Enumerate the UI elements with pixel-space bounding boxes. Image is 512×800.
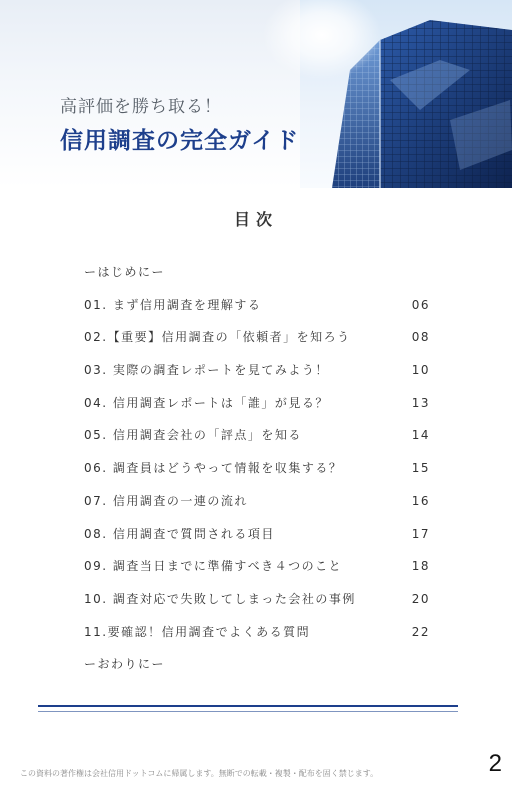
toc-entry-01 xyxy=(84,295,430,328)
document-subtitle: 高評価を勝ち取る！ xyxy=(60,97,222,117)
toc-entry-08 xyxy=(84,524,430,557)
footer-divider-thin xyxy=(38,711,458,712)
toc-entry-label: 02.【重要】信用調査の「依頼者」を知ろう xyxy=(84,330,351,345)
toc-entry-label: 10. 調査対応で失敗してしまった会社の事例 xyxy=(84,591,356,606)
toc-entry-11 xyxy=(84,622,430,655)
toc-entry-page: 17 xyxy=(411,526,430,541)
toc-entry-10 xyxy=(84,589,430,622)
toc-entry-09 xyxy=(84,556,430,589)
toc-entry-04 xyxy=(84,393,430,426)
toc-entry-page: 22 xyxy=(411,624,430,639)
toc-entry-label: 05. 信用調査会社の「評点」を知る xyxy=(84,428,302,443)
toc-entry-page: 06 xyxy=(411,297,430,312)
toc-entry-page: 08 xyxy=(411,330,430,345)
toc-entry-label: 06. 調査員はどうやって情報を収集する？ xyxy=(84,461,343,476)
toc-entry-07 xyxy=(84,491,430,524)
toc-entry-page: 15 xyxy=(411,461,430,476)
toc-entry-label: 07. 信用調査の一連の流れ xyxy=(84,493,248,508)
toc-entry-intro xyxy=(84,262,430,295)
toc-entry-label: ーはじめにー xyxy=(84,265,166,279)
toc-entry-label: 08. 信用調査で質問される項目 xyxy=(84,526,275,541)
toc-entry-label: 03. 実際の調査レポートを見てみよう！ xyxy=(84,363,329,378)
toc-entry-page: 16 xyxy=(411,493,430,508)
toc-heading: 目次 xyxy=(233,210,278,229)
footer-divider-thick xyxy=(38,705,458,707)
copyright-notice: この資料の著作権は会社信用ドットコムに帰属します。無断での転載・複製・配布を固く禁じます。 xyxy=(20,769,379,778)
toc-entry-page: 20 xyxy=(411,591,430,606)
toc-entry-06 xyxy=(84,458,430,491)
toc-entry-05 xyxy=(84,425,430,458)
toc-entry-label: 11.要確認！信用調査でよくある質問 xyxy=(84,624,311,639)
toc-entry-03 xyxy=(84,360,430,393)
toc-entry-page: 10 xyxy=(411,363,430,378)
toc-entry-label: ーおわりにー xyxy=(84,657,166,672)
toc-entry-outro xyxy=(84,654,430,687)
document-title: 信用調査の完全ガイド xyxy=(60,128,300,154)
toc-entry-page: 18 xyxy=(411,559,430,574)
table-of-contents xyxy=(84,262,430,687)
toc-entry-02 xyxy=(84,327,430,360)
toc-entry-page: 13 xyxy=(411,395,430,410)
toc-entry-label: 09. 調査当日までに準備すべき４つのこと xyxy=(84,559,343,574)
toc-entry-page: 14 xyxy=(411,428,430,443)
toc-entry-label: 01. まず信用調査を理解する xyxy=(84,297,262,312)
page-number: 2 xyxy=(488,750,502,777)
toc-entry-label: 04. 信用調査レポートは「誰」が見る？ xyxy=(84,395,329,410)
header-banner xyxy=(0,0,512,188)
sun-glare xyxy=(262,0,382,80)
